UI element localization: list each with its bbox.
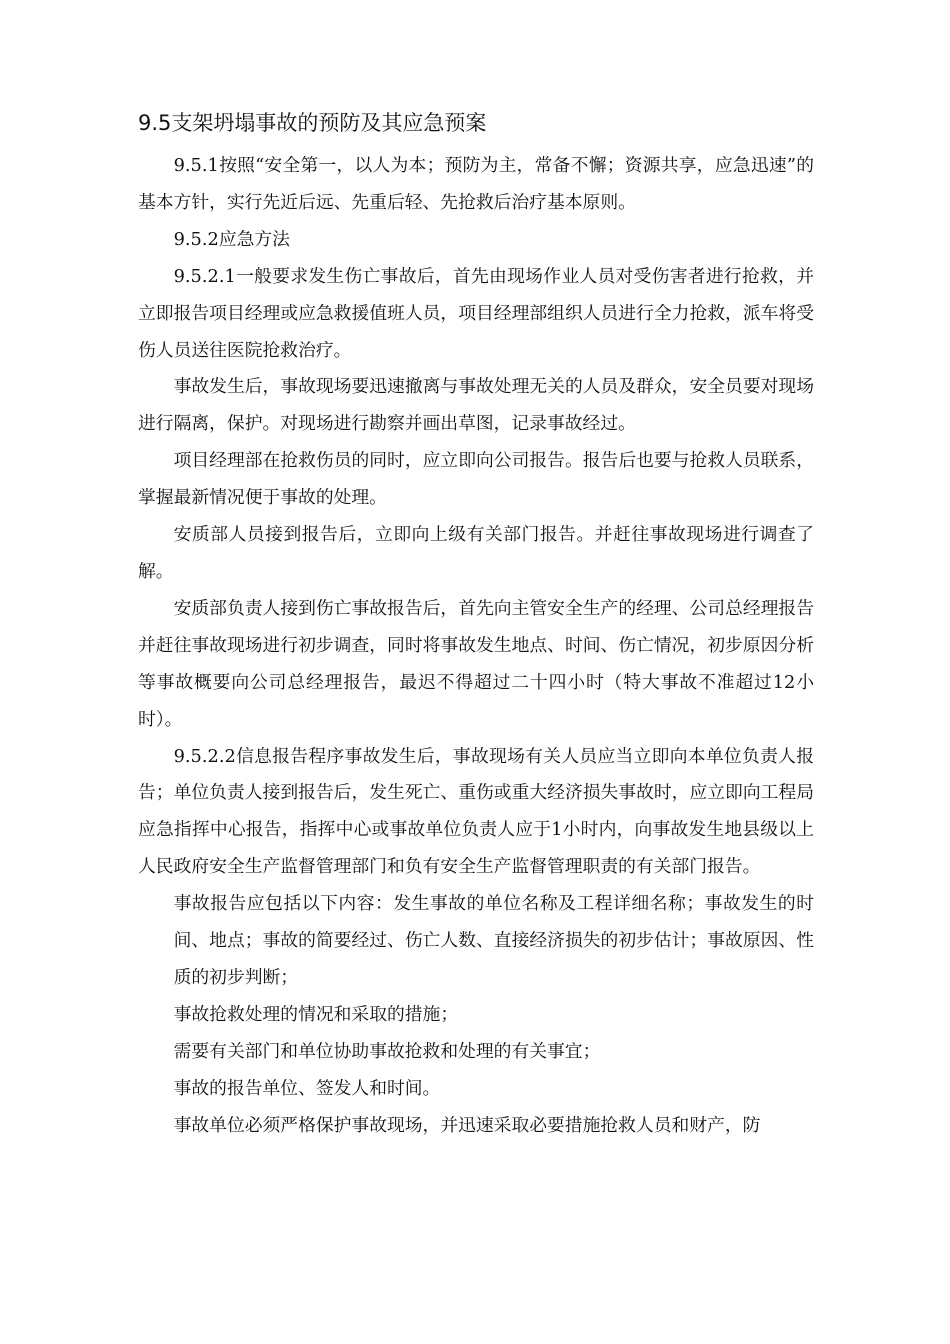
document-body <box>138 148 814 1144</box>
paragraph-dept-head-report: 安质部负责人接到伤亡事故报告后，首先向主管安全生产的经理、公司总经理报告并赶往事故现场进行初步调查，同时将事故发生地点、时间、伤亡情况，初步原因分析等事故概要向公司总经理报告，最迟不得超过二十四小时（特大事故不准超过12小时）。 <box>138 597 814 730</box>
paragraph-emergency-method-heading: 9.5.2应急方法 <box>173 228 290 250</box>
list-item-report-issuer: 事故的报告单位、签发人和时间。 <box>173 1077 441 1099</box>
paragraph-basic-principle: 9.5.1按照“安全第一，以人为本；预防为主，常备不懈；资源共享，应急迅速”的基本方针，实行先近后远、先重后轻、先抢救后治疗基本原则。 <box>138 155 814 213</box>
paragraph-project-report: 项目经理部在抢救伤员的同时，应立即向公司报告。报告后也要与抢救人员联系，掌握最新情况便于事故的处理。 <box>138 450 814 509</box>
paragraph-general-requirements: 9.5.2.1一般要求发生伤亡事故后，首先由现场作业人员对受伤害者进行抢救，并立即报告项目经理或应急救援值班人员，项目经理部组织人员进行全力抢救，派车将受伤人员送往医院抢救治疗。 <box>138 265 814 361</box>
section-title: 9.5支架坍塌事故的预防及其应急预案 <box>138 111 487 135</box>
list-item-report-contents: 事故报告应包括以下内容：发生事故的单位名称及工程详细名称；事故发生的时间、地点；事故的简要经过、伤亡人数、直接经济损失的初步估计；事故原因、性质的初步判断； <box>173 893 814 988</box>
paragraph-quality-dept-report: 安质部人员接到报告后，立即向上级有关部门报告。并赶往事故现场进行调查了解。 <box>138 524 814 582</box>
paragraph-reporting-procedure: 9.5.2.2信息报告程序事故发生后，事故现场有关人员应当立即向本单位负责人报告；单位负责人接到报告后，发生死亡、重伤或重大经济损失事故时，应立即向工程局应急指挥中心报告，指挥中心或事故单位负责人应于1小时内，向事故发生地县级以上人民政府安全生产监督管理部门和负有安全生产监督管理职责的有关部门报告。 <box>138 745 814 878</box>
list-item-assistance-needed: 需要有关部门和单位协助事故抢救和处理的有关事宜； <box>173 1040 601 1062</box>
paragraph-site-evacuation: 事故发生后，事故现场要迅速撤离与事故处理无关的人员及群众，安全员要对现场进行隔离，保护。对现场进行勘察并画出草图，记录事故经过。 <box>138 376 814 435</box>
paragraph-protect-scene: 事故单位必须严格保护事故现场，并迅速采取必要措施抢救人员和财产，防 <box>173 1114 761 1136</box>
list-item-rescue-measures: 事故抢救处理的情况和采取的措施； <box>173 1003 459 1025</box>
